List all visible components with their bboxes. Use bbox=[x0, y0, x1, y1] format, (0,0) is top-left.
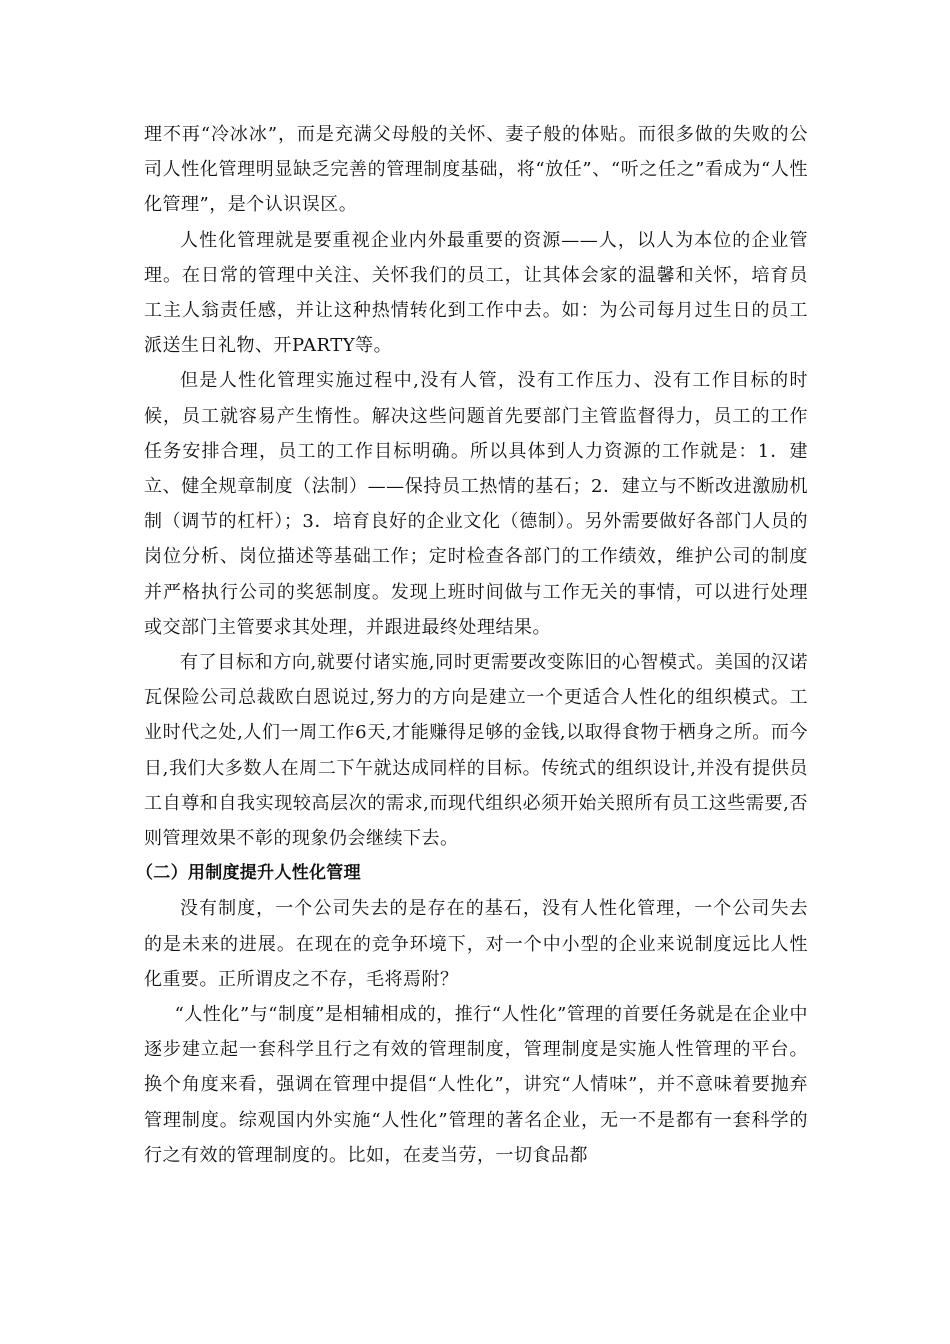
paragraph-no-system: 没有制度，一个公司失去的是存在的基石，没有人性化管理，一个公司失去的是未来的进展。在现在的竞争环境下，对一个中小型的企业来说制度远比人性化重要。正所谓皮之不存，毛将焉附？ bbox=[144, 898, 808, 990]
document-page bbox=[136, 117, 808, 1173]
paragraph-implementation-problems: 但是人性化管理实施过程中,没有人管，没有工作压力、没有工作目标的时候，员工就容易产生惰性。解决这些问题首先要部门主管监督得力，员工的工作任务安排合理，员工的工作目标明确。所以具体到人力资源的工作就是：1．建立、健全规章制度（法制）——保持员工热情的基石；2．建立与不断改进激励机制（调节的杠杆）；3．培育良好的企业文化（德制）。另外需要做好各部门人员的岗位分析、岗位描述等基础工作；定时检查各部门的工作绩效，维护公司的制度并严格执行公司的奖惩制度。发现上班时间做与工作无关的事情，可以进行处理或交部门主管要求其处理，并跟进最终处理结果。 bbox=[144, 370, 808, 638]
paragraph-continuation: 理不再“冷冰冰”，而是充满父母般的关怀、妻子般的体贴。而很多做的失败的公司人性化管理明显缺乏完善的管理制度基础，将“放任”、“听之任之”看成为“人性化管理”，是个认识误区。 bbox=[144, 124, 808, 216]
paragraph-mental-model: 有了目标和方向,就要付诸实施,同时更需要改变陈旧的心智模式。美国的汉诺瓦保险公司总裁欧白恩说过,努力的方向是建立一个更适合人性化的组织模式。工业时代之处,人们一周工作6天,才能赚得足够的金钱,以取得食物于栖身之所。而今日,我们大多数人在周二下午就达成同样的目标。传统式的组织设计,并没有提供员工自尊和自我实现较高层次的需求,而现代组织必须开始关照所有员工这些需要,否则管理效果不彰的现象仍会继续下去。 bbox=[144, 652, 808, 850]
paragraph-humanity-and-system: “人性化”与“制度”是相辅相成的，推行“人性化”管理的首要任务就是在企业中逐步建立起一套科学且行之有效的管理制度，管理制度是实施人性管理的平台。换个角度来看，强调在管理中提倡“人性化”，讲究“人情味”，并不意味着要抛弃管理制度。综观国内外实施“人性化”管理的著名企业，无一不是都有一套科学的行之有效的管理制度的。比如，在麦当劳，一切食品都 bbox=[144, 1004, 808, 1166]
paragraph-humanized-management-definition: 人性化管理就是要重视企业内外最重要的资源——人，以人为本位的企业管理。在日常的管理中关注、关怀我们的员工，让其体会家的温馨和关怀，培育员工主人翁责任感，并让这种热情转化到工作中去。如：为公司每月过生日的员工派送生日礼物、开PARTY等。 bbox=[144, 229, 808, 357]
section-heading: （二）用制度提升人性化管理 bbox=[136, 863, 361, 884]
